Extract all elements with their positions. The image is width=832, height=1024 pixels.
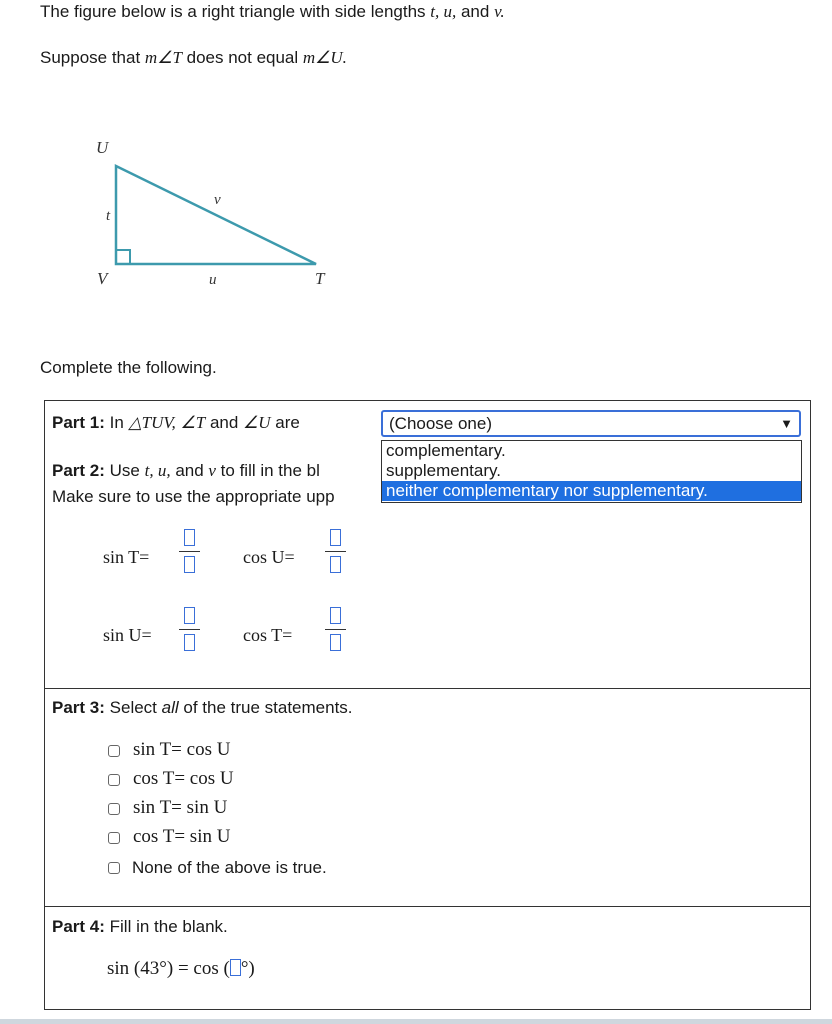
option-supplementary[interactable]: supplementary.: [386, 461, 501, 480]
sinT-text: sin T=: [103, 547, 150, 567]
statement-3: sin T= sin U: [133, 797, 228, 818]
part4-sin-expr: sin (43°): [107, 958, 174, 979]
intro2-mU: m∠U.: [302, 48, 347, 67]
part4-equation: [107, 958, 255, 980]
sinT-fraction-bar: [179, 551, 200, 552]
part1-angle-U: ∠U: [243, 413, 271, 432]
part4-cos-suffix: °): [240, 958, 255, 979]
part3-text-b: of the true statements.: [178, 698, 353, 717]
right-angle-marker: [116, 250, 130, 264]
part4-question: [52, 917, 228, 937]
cosT-label: [243, 625, 292, 646]
bottom-scroll-bar: [0, 1019, 832, 1024]
part1-and: and: [205, 413, 244, 432]
intro2-mT: m∠T: [144, 48, 182, 67]
intro-vars: t, u,: [430, 2, 457, 21]
intro-line-2: [40, 48, 347, 68]
statement-4: cos T= sin U: [133, 826, 231, 847]
part1-angle-T: ∠T: [180, 413, 206, 432]
sinU-fraction-bar: [179, 629, 200, 630]
intro-text: The figure below is a right triangle with side lengths: [40, 2, 431, 21]
divider-part3: [45, 688, 810, 689]
part2-label: Part 2:: [52, 461, 105, 480]
part3-all: all: [161, 698, 179, 717]
checkbox-statement-1[interactable]: [108, 745, 120, 757]
cosU-numerator-input[interactable]: [330, 529, 341, 546]
sinU-denominator-input[interactable]: [184, 634, 195, 651]
cosU-fraction: [325, 529, 346, 579]
part4-degree-input[interactable]: [230, 959, 241, 976]
option-neither[interactable]: neither complementary nor supplementary.: [382, 481, 801, 501]
cosT-numerator-input[interactable]: [330, 607, 341, 624]
cosU-text: cos U=: [243, 547, 295, 567]
vertex-T-label: T: [315, 269, 325, 288]
vertex-U-label: U: [96, 138, 109, 157]
part1-in: In: [104, 413, 129, 432]
checkbox-none[interactable]: [108, 862, 120, 874]
part2-suffix: to fill in the bl: [215, 461, 320, 480]
sinT-label: [103, 547, 149, 568]
checkbox-statement-3[interactable]: [108, 803, 120, 815]
part4-label: Part 4:: [52, 917, 105, 936]
cosU-fraction-bar: [325, 551, 346, 552]
checkbox-statement-2[interactable]: [108, 774, 120, 786]
side-u-label: u: [209, 272, 217, 288]
part4-equals: =: [173, 958, 194, 979]
part1-select[interactable]: [381, 410, 801, 437]
part1-label: Part 1:: [52, 413, 105, 432]
statement-none: None of the above is true.: [132, 858, 327, 877]
triangle-shape: [116, 166, 316, 264]
cosT-fraction: [325, 607, 346, 657]
cosU-label: [243, 547, 295, 568]
intro-v: v.: [494, 2, 505, 21]
part3-question: [52, 698, 353, 718]
part1-are: are: [270, 413, 300, 432]
option-complementary[interactable]: complementary.: [386, 441, 506, 460]
statement-2: cos T= cos U: [133, 768, 234, 789]
sinU-text: sin U=: [103, 625, 152, 645]
part2-line-1: [52, 461, 320, 481]
sinU-label: [103, 625, 152, 646]
intro-and: and: [456, 2, 495, 21]
part4-cos-prefix: cos (: [193, 958, 230, 979]
cosT-denominator-input[interactable]: [330, 634, 341, 651]
part1-dropdown-list: [381, 440, 802, 503]
divider-part4: [45, 906, 810, 907]
sinT-numerator-input[interactable]: [184, 529, 195, 546]
complete-heading: Complete the following.: [40, 358, 217, 377]
part1-triangle: △TUV,: [128, 413, 176, 432]
part1-select-value: (Choose one): [389, 414, 493, 433]
part2-use: Use: [104, 461, 145, 480]
vertex-V-label: V: [97, 269, 108, 288]
part3-text-a: Select: [104, 698, 162, 717]
sinT-denominator-input[interactable]: [184, 556, 195, 573]
cosT-text: cos T=: [243, 625, 293, 645]
sinU-numerator-input[interactable]: [184, 607, 195, 624]
part2-vars: t, u,: [144, 461, 171, 480]
intro2-mid: does not equal: [181, 48, 303, 67]
intro-line-1: [40, 2, 505, 22]
checkbox-statement-4[interactable]: [108, 832, 120, 844]
cosT-fraction-bar: [325, 629, 346, 630]
side-t-label: t: [106, 208, 111, 224]
intro2-text: Suppose that: [40, 48, 145, 67]
side-v-label: v: [214, 192, 221, 208]
dropdown-arrow-icon: ▼: [780, 416, 793, 431]
sinU-fraction: [179, 607, 200, 657]
part2-v: v: [208, 461, 216, 480]
part4-text: Fill in the blank.: [104, 917, 228, 936]
statement-1: sin T= cos U: [133, 739, 231, 760]
sinT-fraction: [179, 529, 200, 579]
part1-question: [52, 413, 300, 433]
right-triangle-figure: [80, 130, 340, 290]
part2-and: and: [170, 461, 209, 480]
cosU-denominator-input[interactable]: [330, 556, 341, 573]
part2-line-2: Make sure to use the appropriate upp: [52, 487, 335, 506]
part3-label: Part 3:: [52, 698, 105, 717]
